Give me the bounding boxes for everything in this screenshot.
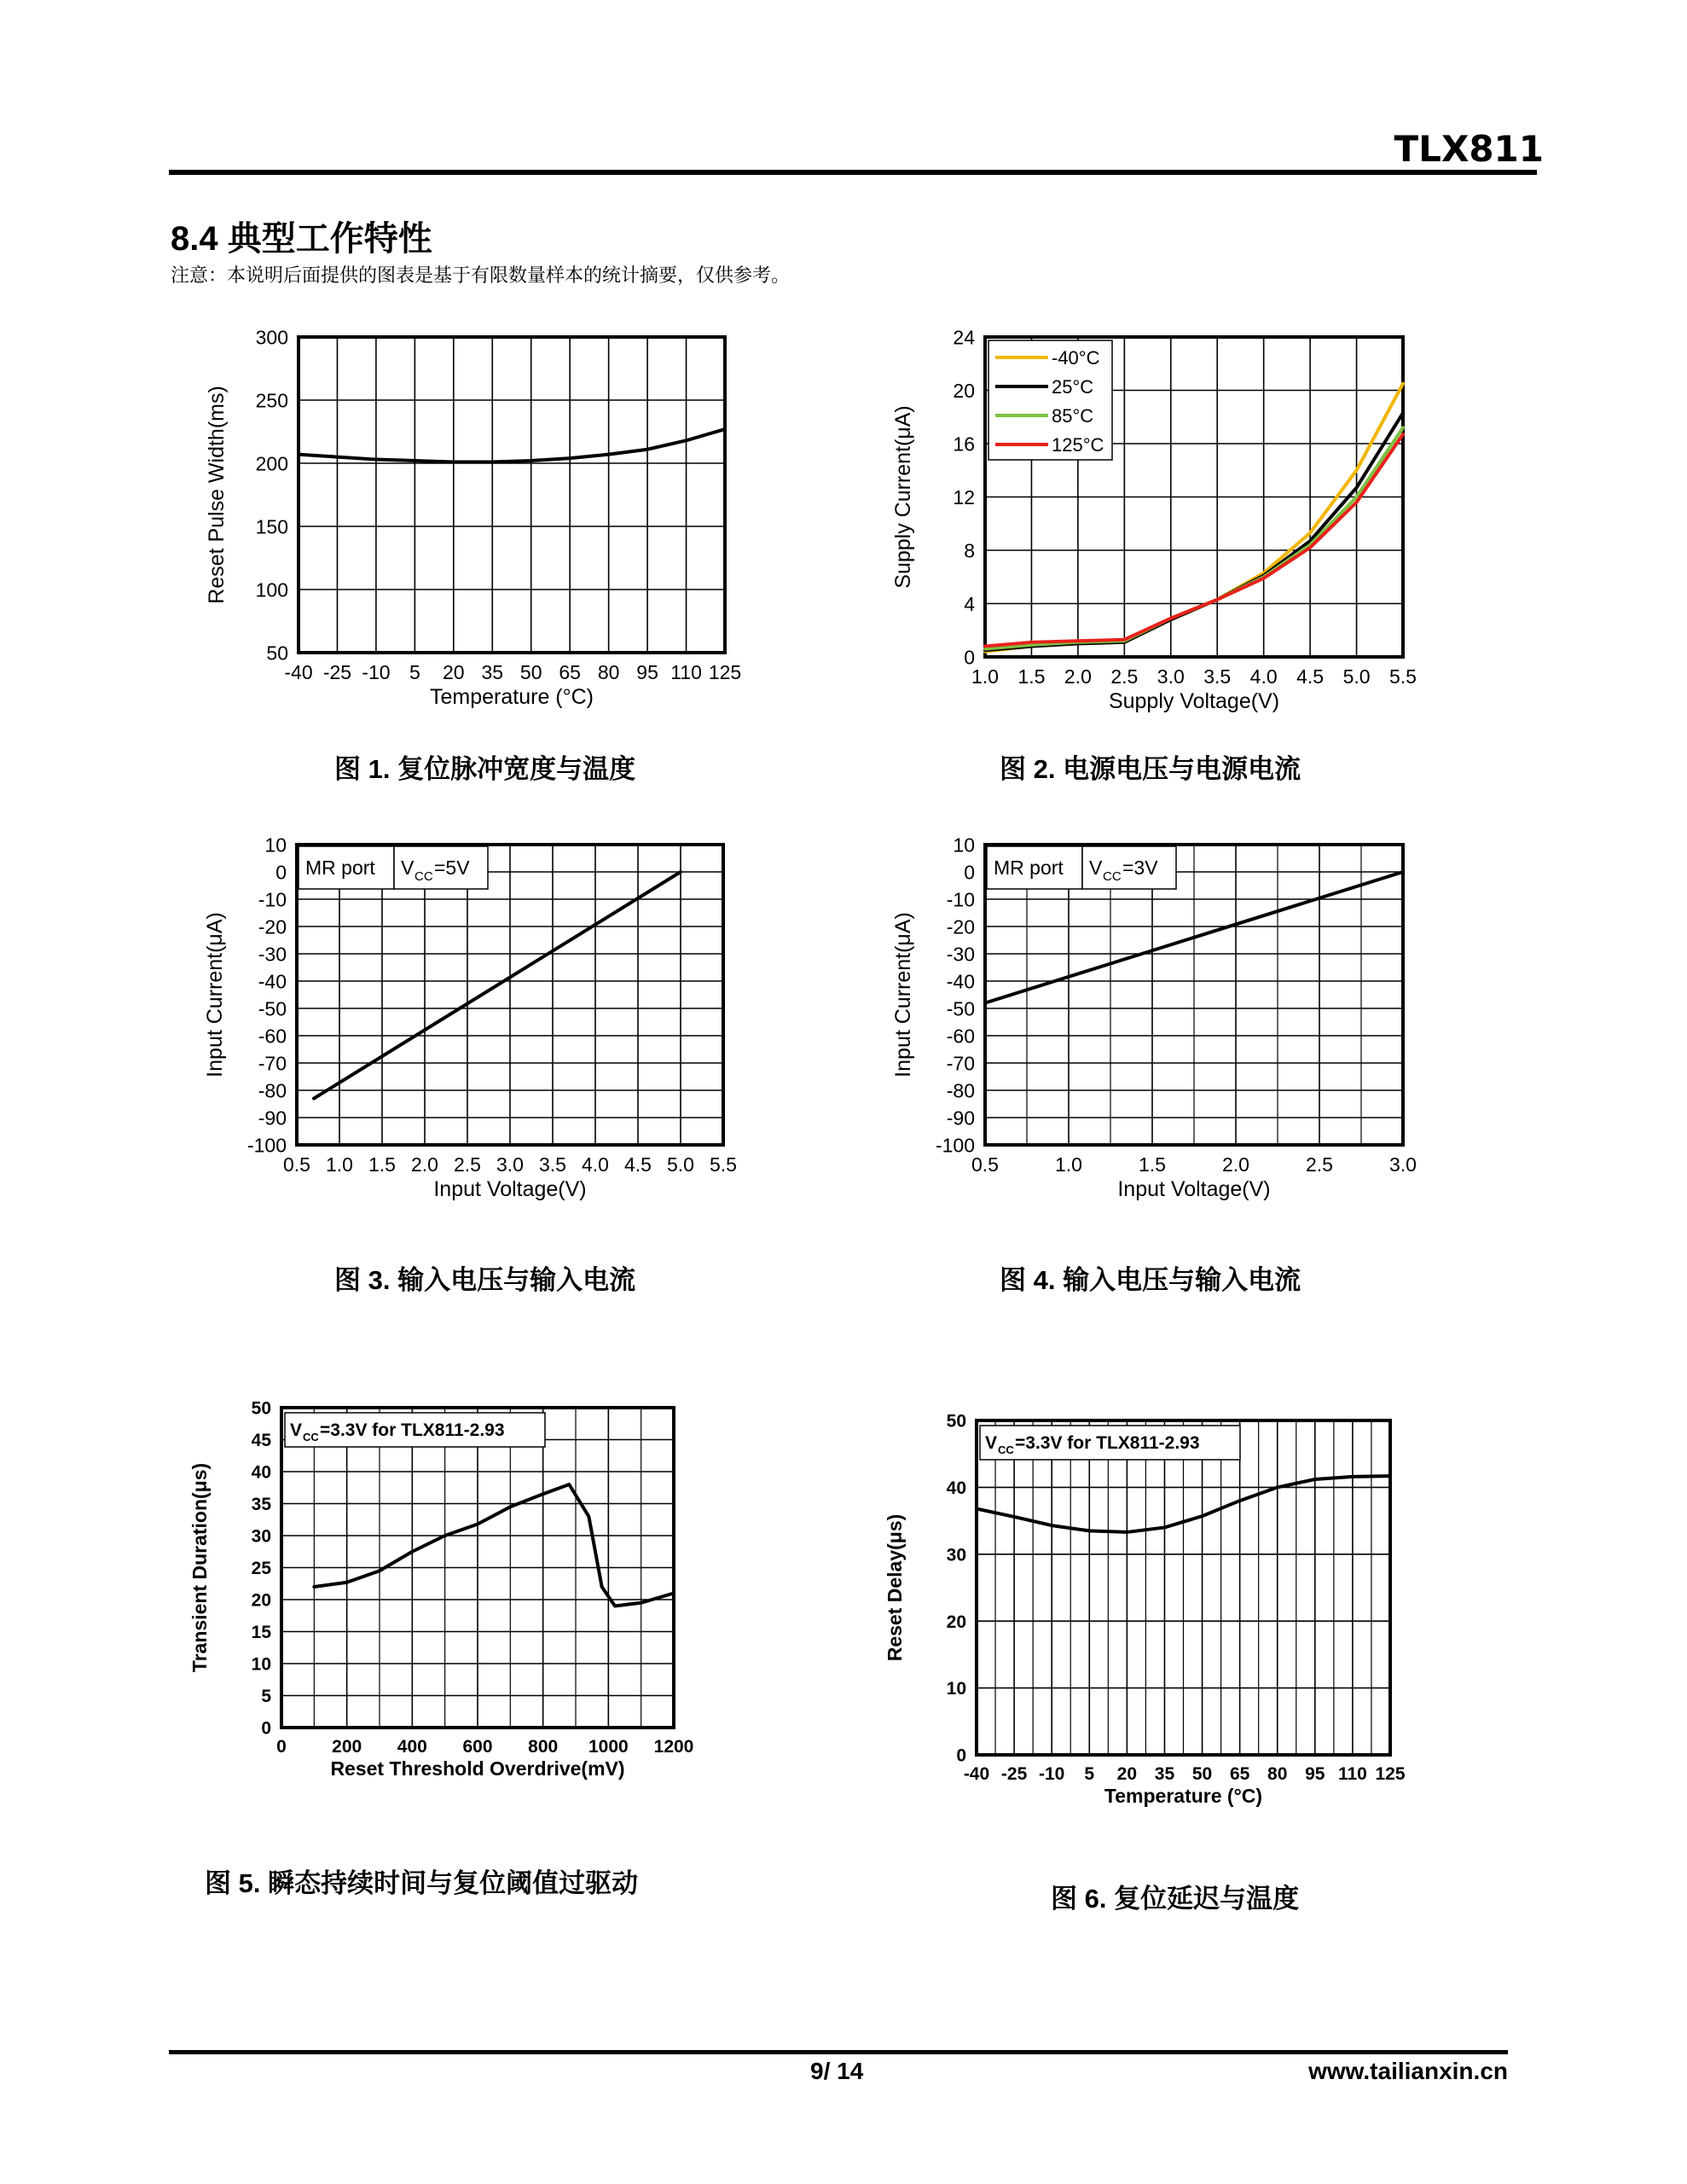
data-point	[298, 453, 300, 456]
x-tick-label: 110	[1337, 1764, 1367, 1784]
data-point	[724, 428, 727, 431]
y-tick-label: 24	[953, 326, 975, 349]
y-axis-label: Supply Current(μA)	[891, 405, 915, 589]
y-tick-label: -50	[946, 997, 975, 1020]
x-tick-label: 1.0	[1055, 1153, 1082, 1176]
y-tick-label: 50	[251, 1398, 271, 1419]
annotation-vcc-value: =3.3V for TLX811-2.93	[1015, 1433, 1200, 1453]
y-tick-label: 5	[261, 1687, 271, 1707]
data-point	[509, 1506, 512, 1508]
y-tick-label: 40	[946, 1478, 966, 1498]
x-axis-label: Supply Voltage(V)	[1108, 689, 1280, 713]
chart-transient-duration	[179, 1395, 725, 1821]
annotation-vcc-prefix: V	[290, 1420, 303, 1440]
y-axis-label: Input Current(μA)	[891, 912, 915, 1077]
y-tick-label: 10	[946, 1679, 966, 1699]
data-point	[1238, 1500, 1241, 1502]
x-tick-label: 50	[1191, 1764, 1213, 1784]
data-point	[336, 456, 339, 458]
y-tick-label: -100	[246, 1134, 287, 1157]
x-tick-label: 1200	[653, 1737, 694, 1757]
y-tick-label: -10	[946, 888, 975, 911]
footer-website: www.tailianxin.cn	[1308, 2058, 1508, 2084]
x-tick-label: 50	[519, 661, 542, 683]
footer-page-number: 9/ 14	[810, 2058, 864, 2084]
chart-supply-current	[878, 324, 1441, 734]
data-point	[345, 1581, 348, 1583]
data-point	[569, 457, 571, 460]
y-tick-label: 20	[251, 1590, 271, 1611]
x-tick-label: 2.5	[454, 1153, 481, 1176]
x-tick-label: 5	[409, 661, 420, 683]
data-point	[1351, 1475, 1354, 1478]
y-tick-label: 25	[251, 1559, 271, 1579]
y-tick-label: -60	[946, 1025, 975, 1048]
data-point	[1402, 427, 1405, 429]
y-tick-label: 50	[946, 1411, 966, 1432]
y-tick-label: 20	[946, 1612, 966, 1632]
caption-figure-4: 图 4. 输入电压与输入电流	[1000, 1265, 1301, 1295]
x-axis-label: Reset Threshold Overdrive(mV)	[330, 1757, 625, 1780]
data-point	[1163, 1526, 1166, 1529]
data-point	[530, 460, 532, 462]
x-tick-label: 80	[597, 661, 620, 683]
data-point	[600, 1586, 603, 1589]
data-point	[1051, 1525, 1053, 1527]
data-point	[976, 1507, 978, 1510]
annotation-vcc-value: =3V	[1122, 857, 1158, 879]
data-point	[984, 645, 987, 648]
x-tick-label: 3.0	[1157, 665, 1185, 688]
data-point	[1313, 1478, 1316, 1480]
y-tick-label: -80	[946, 1079, 975, 1102]
y-tick-label: 10	[264, 834, 287, 857]
x-tick-label: 2.0	[1222, 1153, 1249, 1176]
data-point	[491, 461, 494, 463]
y-tick-label: 16	[953, 433, 975, 456]
section-title: 8.4 典型工作特性	[171, 220, 432, 258]
caption-figure-2: 图 2. 电源电压与电源电流	[1000, 754, 1301, 784]
y-axis-label: Reset Pulse Width(ms)	[205, 386, 229, 604]
data-point	[1201, 1515, 1203, 1518]
x-axis-label: Input Voltage(V)	[1117, 1177, 1271, 1201]
x-tick-label: 3.0	[1389, 1153, 1417, 1176]
chart-input-current-5v	[196, 832, 751, 1250]
y-tick-label: -10	[258, 888, 287, 911]
x-tick-label: 400	[397, 1737, 427, 1757]
x-tick-label: 35	[1154, 1764, 1175, 1784]
header-rule	[169, 170, 1537, 175]
x-tick-label: 95	[1305, 1764, 1325, 1784]
legend-label: 25°C	[1052, 376, 1094, 398]
footer-rule	[169, 2050, 1508, 2054]
chart-reset-delay	[870, 1408, 1433, 1834]
annotation-vcc-value: =5V	[434, 857, 470, 879]
x-tick-label: 5.0	[1342, 665, 1371, 688]
x-tick-label: 125	[1375, 1764, 1406, 1784]
data-point	[1013, 1515, 1016, 1518]
x-tick-label: 0.5	[283, 1153, 310, 1176]
data-point	[414, 460, 416, 462]
x-tick-label: 5.5	[710, 1153, 737, 1176]
data-point	[1402, 871, 1405, 874]
x-tick-label: 65	[1229, 1764, 1250, 1784]
y-tick-label: -20	[946, 915, 975, 938]
annotation-mr-port: MR port	[305, 857, 375, 879]
x-tick-label: 0	[276, 1737, 287, 1757]
data-point	[411, 1550, 414, 1553]
data-point	[640, 1601, 642, 1604]
series-line	[314, 1484, 674, 1606]
data-point	[313, 1097, 316, 1100]
data-point	[1262, 577, 1265, 579]
data-point	[1309, 546, 1312, 549]
x-tick-label: 1.0	[971, 665, 999, 688]
y-tick-label: 50	[266, 642, 288, 665]
x-tick-label: 1000	[588, 1737, 629, 1757]
header-product-title: TLX811	[1394, 128, 1544, 170]
data-point	[1355, 486, 1358, 489]
data-point	[1355, 469, 1358, 472]
data-point	[1276, 1486, 1278, 1489]
data-point	[1402, 433, 1405, 436]
y-tick-label: -90	[258, 1107, 287, 1130]
data-point	[1076, 640, 1079, 642]
annotation-vcc-sub: CC	[415, 869, 433, 884]
x-tick-label: 5.0	[667, 1153, 694, 1176]
data-point	[1389, 1475, 1392, 1478]
data-point	[1402, 412, 1405, 415]
legend-label: 85°C	[1052, 405, 1094, 427]
y-tick-label: -40	[258, 970, 287, 993]
annotation-vcc-prefix: V	[401, 857, 415, 879]
x-tick-label: 1.5	[368, 1153, 396, 1176]
y-axis-label: Reset Delay(μs)	[884, 1513, 906, 1662]
x-tick-label: 4.5	[624, 1153, 652, 1176]
data-point	[607, 453, 610, 456]
y-tick-label: 10	[251, 1654, 271, 1675]
annotation-vcc-prefix: V	[1089, 857, 1103, 879]
caption-figure-6: 图 6. 复位延迟与温度	[1051, 1884, 1300, 1914]
x-tick-label: 200	[332, 1737, 362, 1757]
y-tick-label: 45	[251, 1431, 271, 1451]
x-tick-label: 4.0	[1249, 665, 1278, 688]
x-axis-label: Temperature (°C)	[1104, 1785, 1263, 1807]
data-point	[1355, 501, 1358, 503]
annotation-vcc-sub: CC	[303, 1431, 319, 1443]
data-point	[1355, 496, 1358, 498]
data-point	[1088, 1530, 1091, 1532]
x-tick-label: 2.0	[411, 1153, 438, 1176]
data-point	[1123, 638, 1126, 641]
y-tick-label: 0	[964, 861, 975, 884]
data-point	[680, 871, 682, 874]
x-tick-label: 3.5	[1203, 665, 1232, 688]
y-tick-label: -50	[258, 997, 287, 1020]
x-tick-label: 65	[559, 661, 581, 683]
y-tick-label: 200	[255, 452, 288, 475]
data-point	[646, 448, 649, 450]
data-point	[1309, 531, 1312, 534]
x-tick-label: 125	[708, 661, 742, 683]
x-tick-label: -25	[322, 661, 352, 683]
caption-figure-5: 图 5. 瞬态持续时间与复位阈值过驱动	[205, 1868, 639, 1898]
data-point	[1402, 382, 1405, 385]
y-axis-label: Input Current(μA)	[203, 912, 227, 1077]
annotation-mr-port: MR port	[994, 857, 1064, 879]
data-point	[1169, 617, 1172, 619]
data-point	[685, 439, 687, 442]
x-tick-label: 2.0	[1064, 665, 1092, 688]
x-tick-label: -40	[284, 661, 313, 683]
chart-input-current-3v	[878, 832, 1441, 1250]
y-tick-label: 35	[251, 1495, 271, 1515]
y-tick-label: 0	[956, 1745, 966, 1766]
y-tick-label: 300	[255, 326, 288, 349]
y-tick-label: 12	[953, 485, 975, 508]
series-line	[299, 429, 725, 462]
x-tick-label: 1.5	[1017, 665, 1046, 688]
y-tick-label: 0	[275, 861, 287, 884]
x-tick-label: 600	[462, 1737, 493, 1757]
series-line	[314, 872, 681, 1099]
data-point	[477, 1523, 479, 1525]
data-point	[1126, 1531, 1128, 1533]
y-tick-label: 4	[964, 592, 975, 615]
x-tick-label: 5.5	[1389, 665, 1417, 688]
chart-reset-pulse-width	[196, 324, 751, 734]
data-point	[443, 1535, 446, 1537]
y-tick-label: -70	[258, 1052, 287, 1075]
x-tick-label: -10	[1039, 1764, 1065, 1784]
x-tick-label: 4.0	[582, 1153, 609, 1176]
y-tick-label: -90	[946, 1107, 975, 1130]
data-point	[452, 461, 455, 463]
data-point	[614, 1605, 617, 1607]
x-tick-label: 1.5	[1139, 1153, 1166, 1176]
y-tick-label: -60	[258, 1025, 287, 1048]
x-tick-label: -40	[963, 1764, 990, 1784]
annotation-vcc-value: =3.3V for TLX811-2.93	[320, 1420, 505, 1440]
y-tick-label: 20	[953, 379, 975, 402]
y-tick-label: 40	[251, 1462, 271, 1483]
x-tick-label: -25	[1000, 1764, 1028, 1784]
y-tick-label: 10	[953, 834, 975, 857]
y-tick-label: 250	[255, 389, 288, 412]
y-tick-label: -70	[946, 1052, 975, 1075]
x-tick-label: 35	[481, 661, 504, 683]
y-tick-label: 0	[964, 646, 975, 669]
x-tick-label: 1.0	[326, 1153, 353, 1176]
data-point	[313, 1586, 316, 1589]
caption-figure-1: 图 1. 复位脉冲宽度与温度	[334, 754, 636, 784]
x-tick-label: 20	[1116, 1764, 1138, 1784]
x-axis-label: Temperature (°C)	[430, 685, 594, 709]
y-tick-label: -40	[946, 970, 975, 993]
x-tick-label: 110	[670, 661, 702, 683]
y-axis-label: Transient Duration(μs)	[188, 1462, 211, 1673]
section-note: 注意：本说明后面提供的图表是基于有限数量样本的统计摘要，仅供参考。	[171, 264, 791, 286]
x-tick-label: 2.5	[1110, 665, 1139, 688]
data-point	[568, 1484, 571, 1486]
x-tick-label: -10	[362, 661, 391, 683]
x-tick-label: 95	[636, 661, 658, 683]
annotation-vcc-sub: CC	[1103, 869, 1122, 884]
data-point	[673, 1592, 675, 1594]
series-line	[985, 434, 1403, 646]
caption-figure-3: 图 3. 输入电压与输入电流	[334, 1265, 636, 1295]
x-tick-label: 3.5	[539, 1153, 566, 1176]
annotation-vcc-sub: CC	[998, 1443, 1014, 1456]
x-tick-label: 800	[528, 1737, 559, 1757]
x-tick-label: 3.0	[496, 1153, 524, 1176]
data-point	[542, 1493, 544, 1496]
legend-label: -40°C	[1052, 347, 1100, 369]
x-tick-label: 20	[443, 661, 465, 683]
y-tick-label: -100	[935, 1134, 975, 1157]
plot-frame	[299, 337, 725, 653]
x-tick-label: 5	[1084, 1764, 1095, 1784]
y-tick-label: 30	[946, 1545, 966, 1565]
data-point	[984, 1002, 987, 1004]
data-point	[1030, 641, 1033, 643]
y-tick-label: 15	[251, 1623, 271, 1643]
x-tick-label: 80	[1267, 1764, 1288, 1784]
y-tick-label: -30	[946, 943, 975, 966]
y-tick-label: 150	[255, 515, 288, 538]
x-tick-label: 0.5	[971, 1153, 999, 1176]
y-tick-label: 30	[251, 1526, 271, 1547]
data-point	[1216, 598, 1219, 601]
data-point	[984, 648, 987, 650]
x-tick-label: 2.5	[1306, 1153, 1333, 1176]
y-tick-label: -30	[258, 943, 287, 966]
y-tick-label: 8	[964, 539, 975, 562]
data-point	[374, 458, 377, 461]
annotation-vcc-prefix: V	[985, 1433, 998, 1453]
y-tick-label: -20	[258, 915, 287, 938]
data-point	[379, 1570, 381, 1572]
x-tick-label: 4.5	[1296, 665, 1325, 688]
series-line	[985, 427, 1403, 648]
x-axis-label: Input Voltage(V)	[433, 1177, 587, 1201]
y-tick-label: 0	[261, 1718, 271, 1739]
legend-label: 125°C	[1052, 434, 1104, 456]
y-tick-label: -80	[258, 1079, 287, 1102]
y-tick-label: 100	[255, 578, 288, 601]
data-point	[588, 1515, 590, 1518]
